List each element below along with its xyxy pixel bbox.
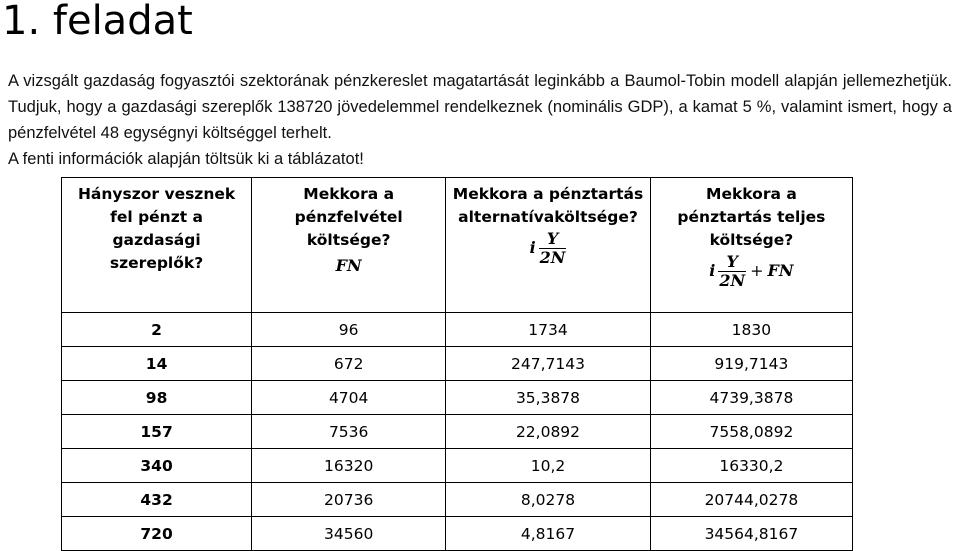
formula-total [651, 253, 852, 290]
cell-total-cost: 919,7143 [650, 347, 852, 381]
header-label: Mekkora a pénztartás alternatívaköltsége? [452, 185, 644, 226]
header-withdrawal-cost [252, 178, 446, 313]
results-table [61, 177, 853, 551]
cell-withdrawals: 2 [62, 313, 252, 347]
cell-total-cost: 34564,8167 [650, 517, 852, 551]
cell-withdrawal-cost: 34560 [252, 517, 446, 551]
cell-opportunity-cost: 35,3878 [446, 381, 651, 415]
cell-total-cost: 1830 [650, 313, 852, 347]
cell-withdrawal-cost: 16320 [252, 449, 446, 483]
cell-withdrawals: 432 [62, 483, 252, 517]
cell-total-cost: 16330,2 [650, 449, 852, 483]
cell-withdrawals: 340 [62, 449, 252, 483]
table-row [62, 347, 853, 381]
cell-total-cost: 7558,0892 [650, 415, 852, 449]
formula-i: i [529, 238, 536, 257]
cell-withdrawal-cost: 4704 [252, 381, 446, 415]
header-total-cost [650, 178, 852, 313]
cell-withdrawals: 157 [62, 415, 252, 449]
header-opportunity-cost [446, 178, 651, 313]
cell-withdrawal-cost: 672 [252, 347, 446, 381]
formula-fn: FN [335, 256, 362, 275]
table-row [62, 313, 853, 347]
cell-opportunity-cost: 22,0892 [446, 415, 651, 449]
cell-withdrawal-cost: 20736 [252, 483, 446, 517]
instruction-paragraph: A fenti információk alapján töltsük ki a táblázatot! [8, 150, 364, 168]
cell-withdrawal-cost: 7536 [252, 415, 446, 449]
header-label: Mekkora a pénzfelvétel költsége? [294, 185, 403, 249]
formula-denominator: 2N [719, 271, 746, 290]
cell-opportunity-cost: 8,0278 [446, 483, 651, 517]
cell-opportunity-cost: 4,8167 [446, 517, 651, 551]
table-row [62, 415, 853, 449]
formula-plus: + [750, 261, 764, 280]
cell-total-cost: 4739,3878 [650, 381, 852, 415]
cell-opportunity-cost: 247,7143 [446, 347, 651, 381]
cell-withdrawals: 98 [62, 381, 252, 415]
header-label: Hányszor vesznek fel pénzt a gazdasági szereplők? [77, 185, 236, 272]
table-row [62, 517, 853, 551]
table-row [62, 449, 853, 483]
formula-i: i [709, 261, 716, 280]
page-title: 1. feladat [2, 0, 193, 44]
cell-total-cost: 20744,0278 [650, 483, 852, 517]
formula-denominator: 2N [539, 248, 566, 267]
formula-numerator: Y [726, 252, 738, 271]
cell-opportunity-cost: 1734 [446, 313, 651, 347]
table-row [62, 483, 853, 517]
formula-numerator: Y [546, 229, 559, 248]
cell-withdrawals: 720 [62, 517, 252, 551]
cell-withdrawal-cost: 96 [252, 313, 446, 347]
header-label: Mekkora a pénztartás teljes költsége? [677, 185, 826, 249]
cell-withdrawals: 14 [62, 347, 252, 381]
table-row [62, 381, 853, 415]
formula-fraction [539, 230, 567, 267]
table-header-row [62, 178, 853, 313]
header-withdrawal-count [62, 178, 252, 313]
cell-opportunity-cost: 10,2 [446, 449, 651, 483]
formula-fn: FN [767, 261, 794, 280]
formula-opportunity [446, 230, 650, 267]
formula-fraction [718, 253, 746, 290]
intro-paragraph: A vizsgált gazdaság fogyasztói szektorának pénzkereslet magatartását leginkább a Baumol-Tobin modell alapján jellemezhetjük. Tudjuk, hogy a gazdasági szereplők 138720 jövedelemmel rendelkeznek (nominális GDP), a kamat 5 %, valamint ismert, hogy a pénzfelvétel 48 egységnyi költséggel terhelt. [8, 72, 952, 142]
